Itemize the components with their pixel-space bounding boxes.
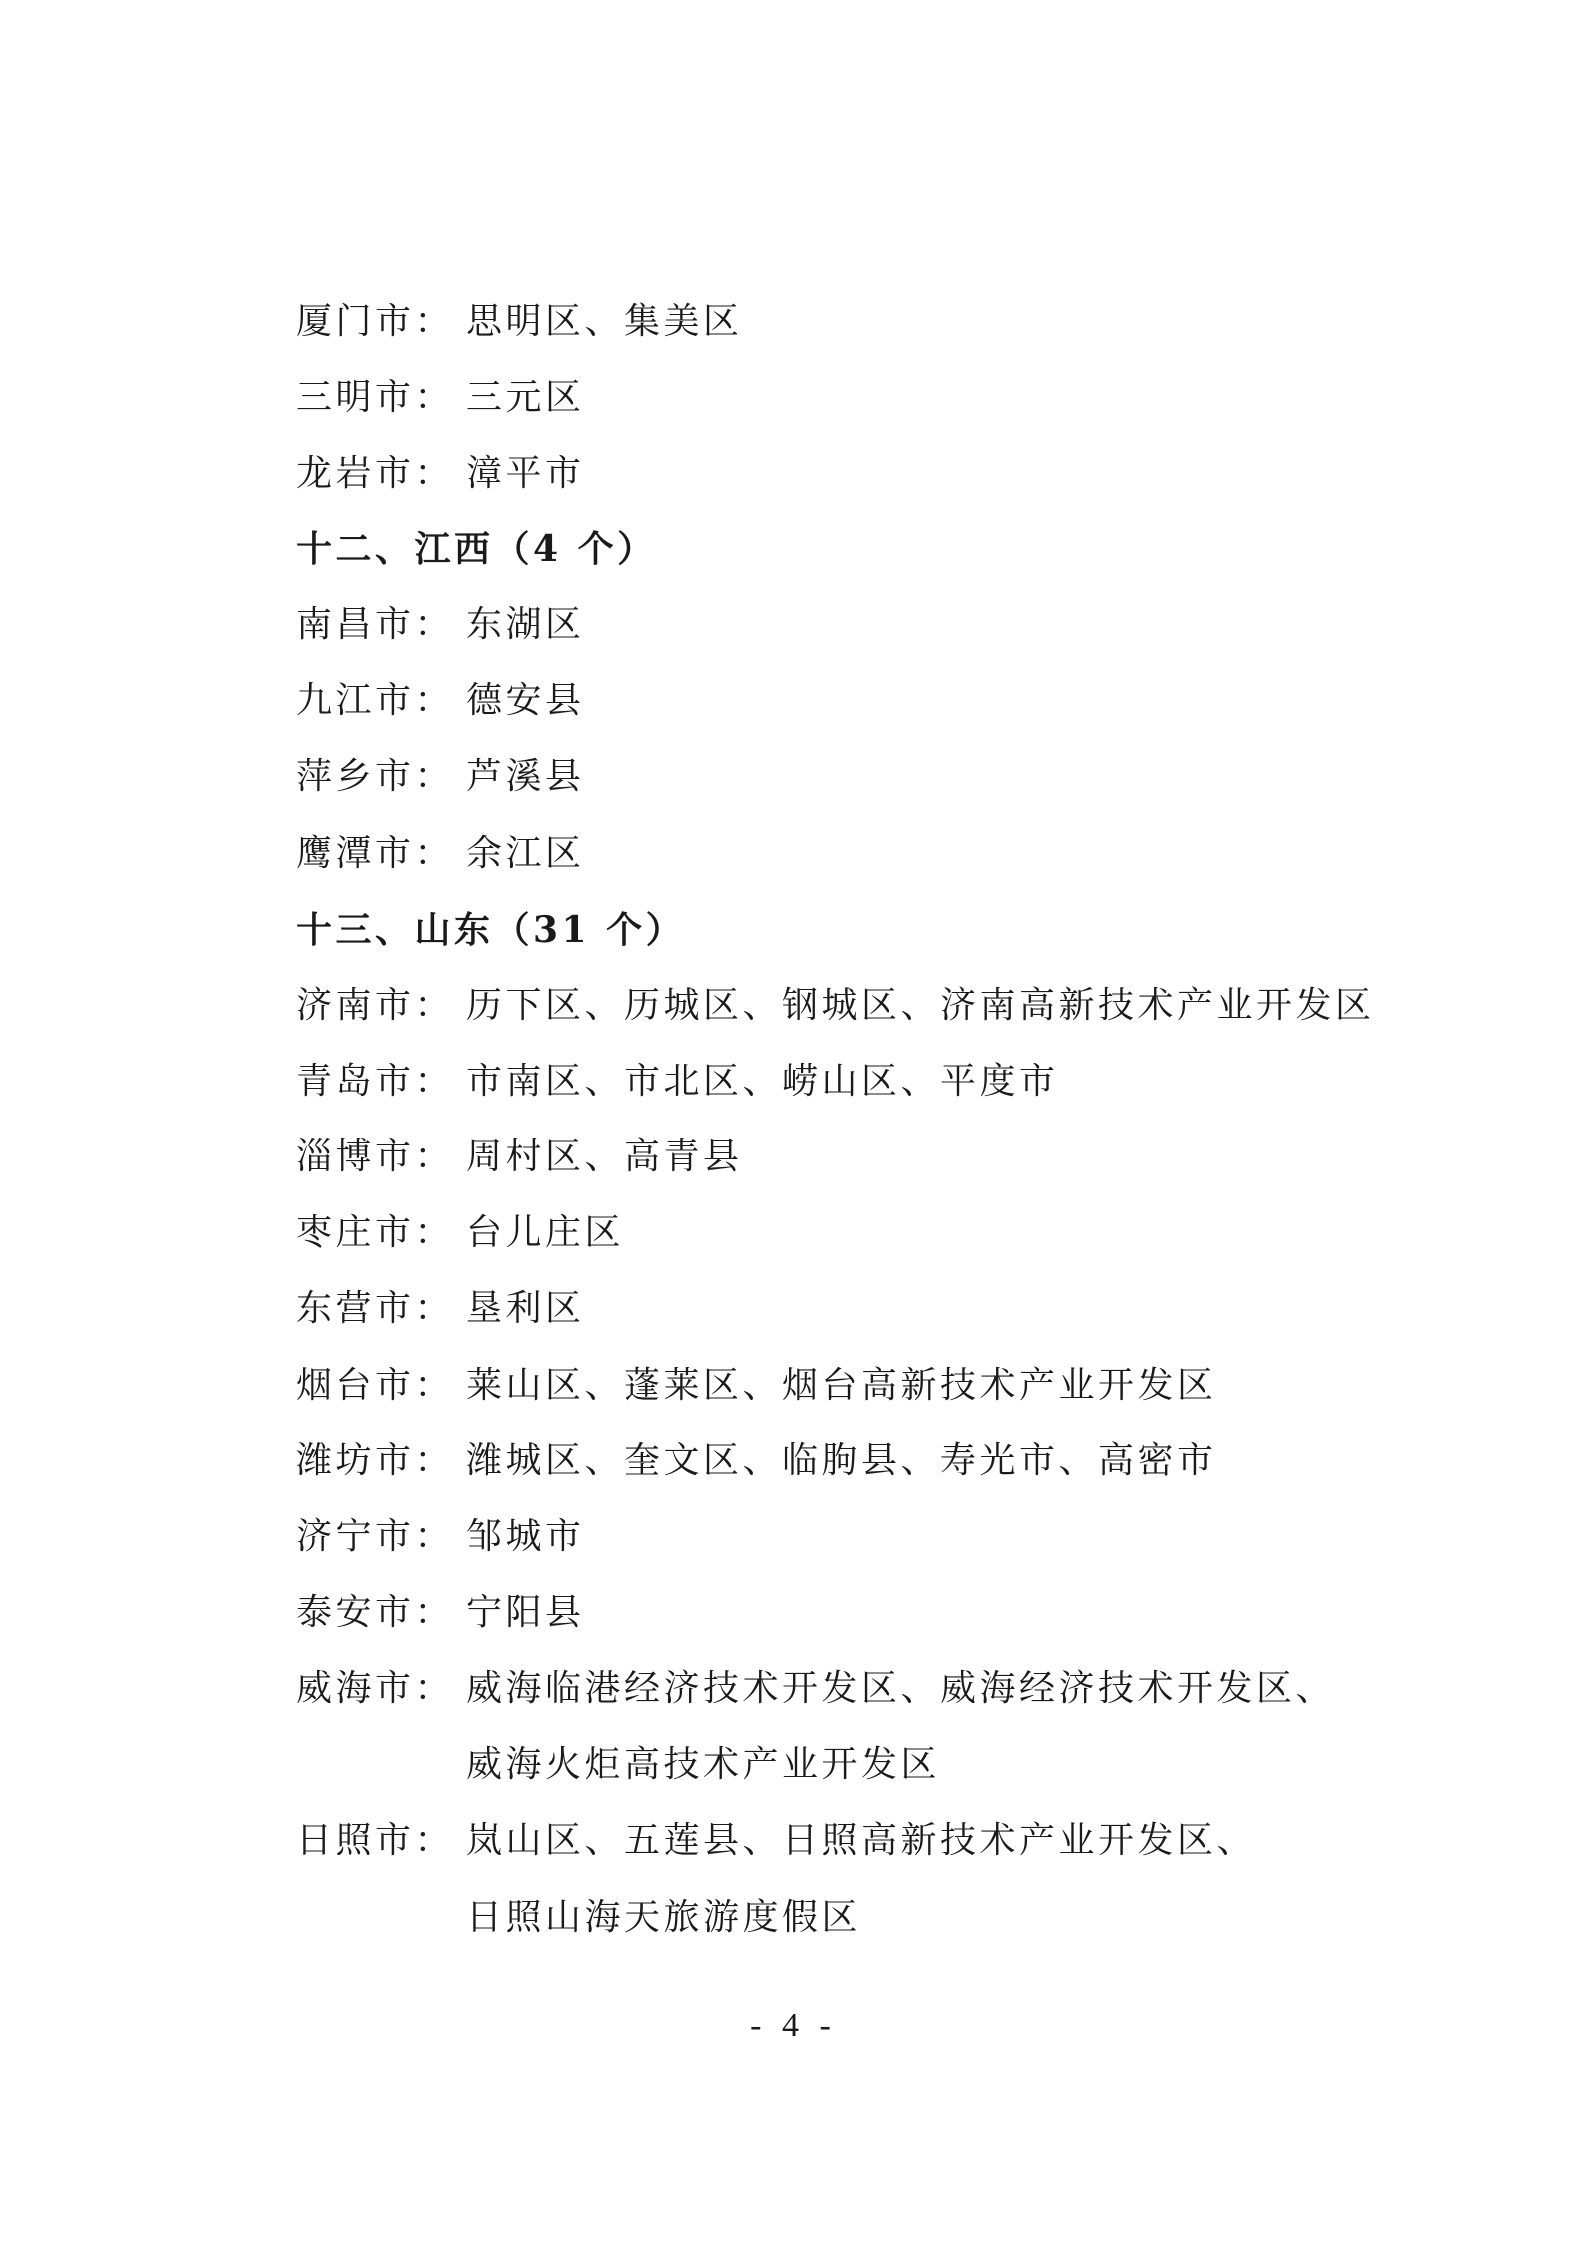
list-item xyxy=(0,1663,1587,1715)
city-label: 日照市： xyxy=(296,1820,455,1861)
district-list: 莱山区、蓬莱区、烟台高新技术产业开发区 xyxy=(466,1365,1217,1406)
district-list: 德安县 xyxy=(466,680,585,721)
district-list: 市南区、市北区、崂山区、平度市 xyxy=(466,1061,1059,1102)
list-item-continuation xyxy=(0,1892,1587,1944)
city-label: 济南市： xyxy=(296,985,455,1026)
district-list: 东湖区 xyxy=(466,604,585,645)
city-label: 九江市： xyxy=(296,680,455,721)
list-item xyxy=(0,372,1587,424)
district-list: 垦利区 xyxy=(466,1288,585,1329)
list-item xyxy=(0,1511,1587,1563)
list-item xyxy=(0,296,1587,348)
list-item xyxy=(0,1131,1587,1183)
city-label: 泰安市： xyxy=(296,1592,455,1633)
section-heading-row xyxy=(0,904,1587,956)
city-label: 枣庄市： xyxy=(296,1212,455,1253)
city-label: 济宁市： xyxy=(296,1516,455,1557)
district-list: 芦溪县 xyxy=(466,756,585,797)
list-item xyxy=(0,1435,1587,1487)
city-label: 淄博市： xyxy=(296,1136,455,1177)
list-item-continuation xyxy=(0,1739,1587,1791)
section-heading-jiangxi: 十二、江西（4 个） xyxy=(296,528,657,570)
city-label: 鹰潭市： xyxy=(296,833,455,874)
list-item xyxy=(0,675,1587,727)
list-item xyxy=(0,828,1587,880)
city-label: 南昌市： xyxy=(296,604,455,645)
district-list: 周村区、高青县 xyxy=(466,1136,743,1177)
city-label: 厦门市： xyxy=(296,301,455,342)
city-label: 潍坊市： xyxy=(296,1440,455,1481)
district-list: 思明区、集美区 xyxy=(466,301,743,342)
city-label: 东营市： xyxy=(296,1288,455,1329)
section-heading-row xyxy=(0,523,1587,575)
list-item xyxy=(0,1360,1587,1412)
city-label: 龙岩市： xyxy=(296,453,455,494)
list-item xyxy=(0,1587,1587,1639)
list-item xyxy=(0,751,1587,803)
district-list: 潍城区、奎文区、临朐县、寿光市、高密市 xyxy=(466,1440,1217,1481)
district-list: 宁阳县 xyxy=(466,1592,585,1633)
list-item xyxy=(0,1283,1587,1335)
district-list: 岚山区、五莲县、日照高新技术产业开发区、 xyxy=(466,1820,1257,1861)
city-label: 萍乡市： xyxy=(296,756,455,797)
district-list: 漳平市 xyxy=(466,453,585,494)
list-item xyxy=(0,1056,1587,1108)
city-label: 三明市： xyxy=(296,377,455,418)
list-item xyxy=(0,1207,1587,1259)
district-list: 三元区 xyxy=(466,377,585,418)
city-label: 青岛市： xyxy=(296,1061,455,1102)
city-label: 烟台市： xyxy=(296,1365,455,1406)
district-list: 邹城市 xyxy=(466,1516,585,1557)
list-item xyxy=(0,980,1587,1032)
section-heading-shandong: 十三、山东（31 个） xyxy=(296,909,686,951)
district-list: 余江区 xyxy=(466,833,585,874)
list-item xyxy=(0,1815,1587,1867)
list-item xyxy=(0,448,1587,500)
city-label: 威海市： xyxy=(296,1668,455,1709)
list-item xyxy=(0,599,1587,651)
district-list: 台儿庄区 xyxy=(466,1212,625,1253)
district-list: 威海火炬高技术产业开发区 xyxy=(466,1744,941,1785)
page-number: - 4 - xyxy=(750,2007,837,2044)
district-list: 日照山海天旅游度假区 xyxy=(466,1897,862,1938)
district-list: 历下区、历城区、钢城区、济南高新技术产业开发区 xyxy=(466,985,1375,1026)
district-list: 威海临港经济技术开发区、威海经济技术开发区、 xyxy=(466,1668,1336,1709)
